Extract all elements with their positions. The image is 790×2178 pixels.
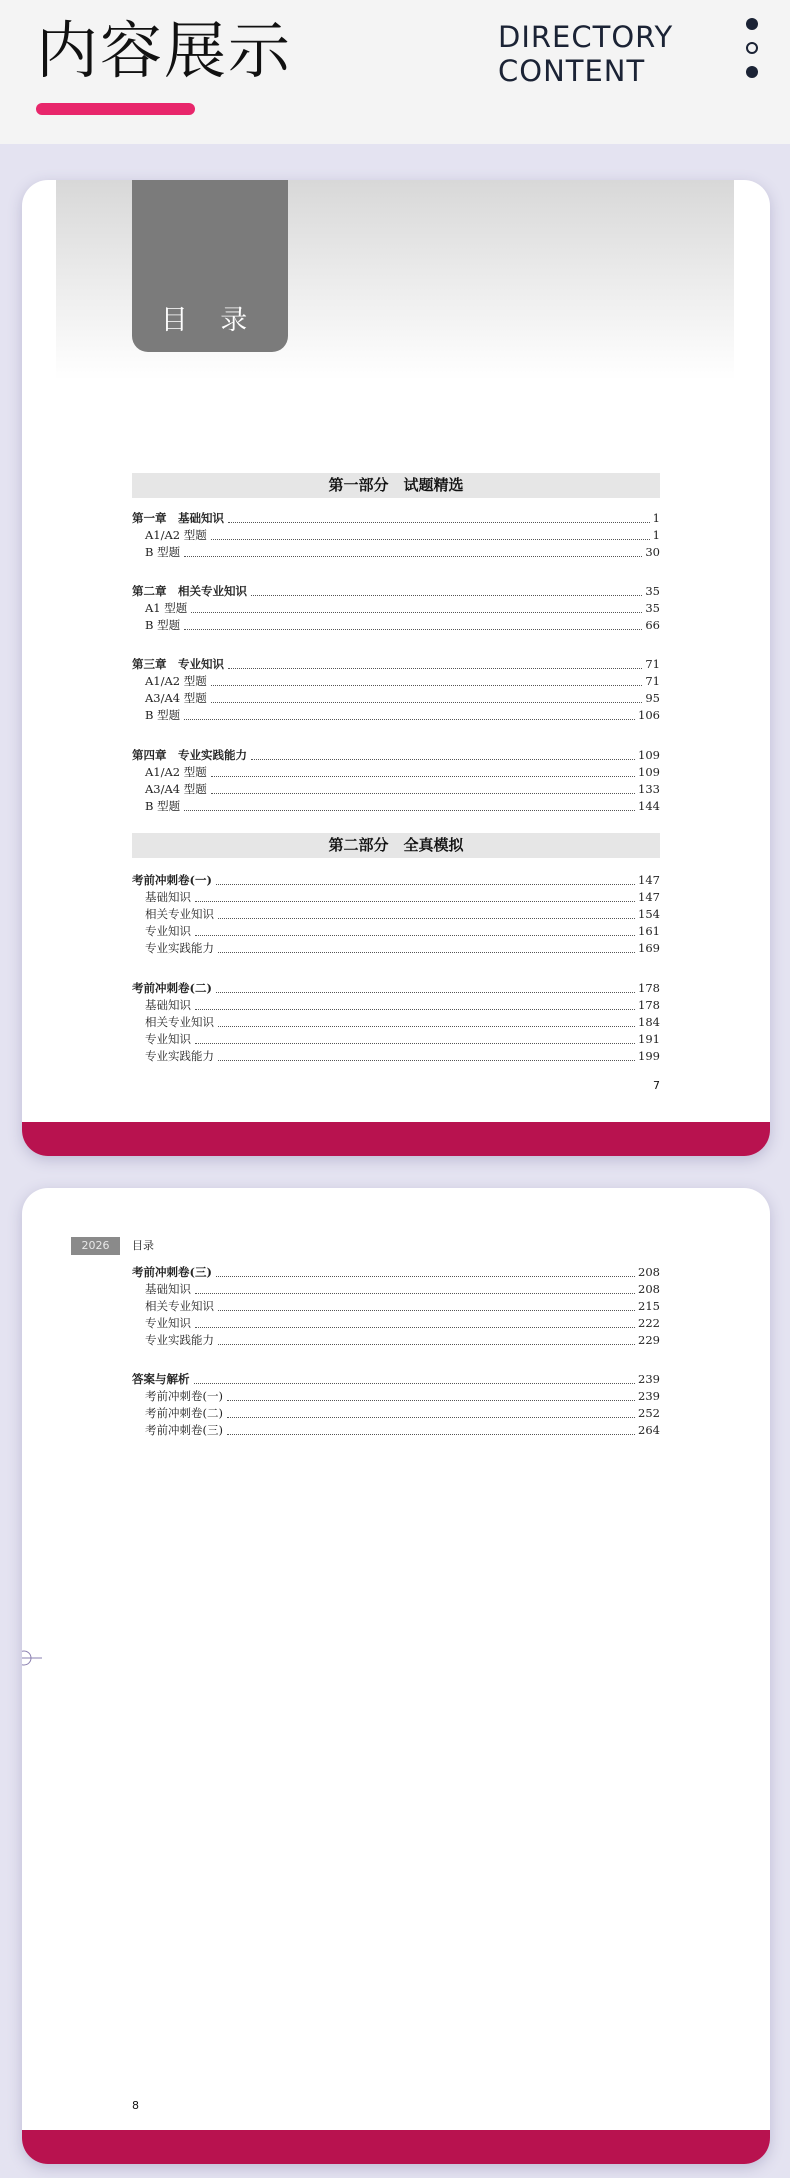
toc-sub-entry [145,544,660,561]
header-en-line1: DIRECTORY [498,20,674,54]
toc-entry-title: 考前冲刺卷(一) [132,873,212,887]
toc-entry-title: A3/A4 型题 [145,782,207,796]
toc-entry-title: 专业知识 [145,1032,191,1046]
toc-leader-dots [218,951,635,953]
toc-chapter-entry [132,510,660,527]
toc-sub-entry [145,1281,660,1298]
toc-entry-page: 95 [645,691,660,705]
toc-entry-page: 222 [638,1316,660,1330]
toc-entry-title: 专业知识 [145,924,191,938]
toc-entry-title: B 型题 [145,708,181,722]
toc-sub-entry [145,1388,660,1405]
toc-leader-dots [211,775,635,777]
toc-chapter-entry [132,747,660,764]
toc-leader-dots [218,917,635,919]
toc-sub-entry [145,707,660,724]
toc-entry-page: 239 [638,1372,660,1386]
toc-sub-entry [145,906,660,923]
crosshair-icon [22,1648,42,1668]
section-header-part1: 第一部分 试题精选 [132,473,660,498]
toc-entry-title: 相关专业知识 [145,1015,214,1029]
toc-entry-page: 1 [652,528,660,542]
toc-chapter-entry [132,1371,660,1388]
toc-entry-title: B 型题 [145,545,181,559]
toc-page-1 [22,180,770,1156]
toc-entry-page: 144 [638,799,660,813]
toc-entry-page: 191 [638,1032,660,1046]
toc-sub-entry [145,1031,660,1048]
toc-leader-dots [184,809,635,811]
toc-leader-dots [195,934,635,936]
page-number: 7 [653,1079,660,1092]
header-en-line2: CONTENT [498,54,646,88]
toc-entry-page: 109 [638,765,660,779]
toc-entry-page: 106 [638,708,660,722]
toc-entry-page: 178 [638,998,660,1012]
toc-entry-title: 考前冲刺卷(三) [145,1423,223,1437]
toc-sub-entry [145,617,660,634]
toc-chapter-entry [132,583,660,600]
toc-leader-dots [218,1309,635,1311]
toc-sub-entry [145,527,660,544]
toc-entry-page: 147 [638,890,660,904]
dot-filled-icon [746,66,758,78]
toc-entry-title: 专业实践能力 [145,941,214,955]
header-title: 内容展示 [36,14,293,87]
toc-leader-dots [218,1025,635,1027]
toc-sub-entry [145,1014,660,1031]
toc-entry-title: 第一章 基础知识 [132,511,224,525]
toc-tab-label: 目 录 [160,305,260,336]
toc-leader-dots [251,594,642,596]
toc-sub-entry [145,1048,660,1065]
toc-entry-title: A1/A2 型题 [145,765,207,779]
toc-entry-title: 第三章 专业知识 [132,657,224,671]
card-footer-bar [22,1122,770,1156]
toc-entry-page: 154 [638,907,660,921]
toc-entry-page: 30 [645,545,660,559]
toc-sub-entry [145,781,660,798]
toc-page-2 [22,1188,770,2164]
card-footer-bar [22,2130,770,2164]
toc-leader-dots [228,667,642,669]
toc-entry-title: 考前冲刺卷(二) [145,1406,223,1420]
toc-leader-dots [195,900,635,902]
toc-chapter-entry [132,872,660,889]
toc-entry-page: 252 [638,1406,660,1420]
toc-entry-title: A3/A4 型题 [145,691,207,705]
toc-sub-entry [145,1315,660,1332]
dot-hollow-icon [746,42,758,54]
toc-leader-dots [251,758,635,760]
toc-entry-page: 208 [638,1265,660,1279]
header [0,0,790,144]
toc-entry-page: 71 [645,657,660,671]
toc-entry-title: 第四章 专业实践能力 [132,748,247,762]
toc-entry-page: 35 [645,584,660,598]
toc-chapter-entry [132,980,660,997]
toc-entry-title: 第二章 相关专业知识 [132,584,247,598]
toc-entry-title: A1/A2 型题 [145,528,207,542]
header-english-title [498,20,673,88]
page-number: 8 [132,2099,139,2112]
toc-entry-title: A1/A2 型题 [145,674,207,688]
toc-entry-title: 答案与解析 [132,1372,190,1386]
toc-sub-entry [145,1422,660,1439]
toc-entry-page: 109 [638,748,660,762]
toc-entry-page: 35 [645,601,660,615]
toc-chapter-entry [132,656,660,673]
header-accent-bar [36,103,195,115]
toc-leader-dots [184,555,642,557]
toc-entry-title: A1 型题 [145,601,188,615]
toc-entry-title: 基础知识 [145,890,191,904]
toc-entry-title: B 型题 [145,799,181,813]
toc-leader-dots [216,991,635,993]
toc-leader-dots [211,684,643,686]
toc-leader-dots [211,701,643,703]
toc-entry-title: 考前冲刺卷(一) [145,1389,223,1403]
toc-entry-page: 161 [638,924,660,938]
dots-icon [746,18,760,90]
toc-entry-page: 1 [652,511,660,525]
toc-entry-page: 169 [638,941,660,955]
toc-entry-title: 专业知识 [145,1316,191,1330]
toc-entry-page: 178 [638,981,660,995]
toc-leader-dots [195,1292,635,1294]
toc-sub-entry [145,1332,660,1349]
toc-entry-page: 71 [645,674,660,688]
toc-leader-dots [227,1399,635,1401]
toc-entry-page: 184 [638,1015,660,1029]
toc-leader-dots [218,1059,635,1061]
toc-entry-page: 215 [638,1299,660,1313]
toc-leader-dots [216,883,635,885]
toc-leader-dots [227,1416,635,1418]
toc-sub-entry [145,600,660,617]
toc-leader-dots [191,611,642,613]
toc-leader-dots [227,1433,635,1435]
running-header-year: 2026 [71,1237,120,1255]
toc-entry-title: 基础知识 [145,998,191,1012]
toc-entry-page: 133 [638,782,660,796]
toc-leader-dots [218,1343,635,1345]
toc-sub-entry [145,940,660,957]
toc-sub-entry [145,923,660,940]
toc-entry-page: 264 [638,1423,660,1437]
toc-entry-title: 考前冲刺卷(三) [132,1265,212,1279]
toc-entry-title: B 型题 [145,618,181,632]
toc-tab [132,180,288,352]
toc-sub-entry [145,997,660,1014]
toc-leader-dots [184,628,642,630]
toc-entry-title: 相关专业知识 [145,907,214,921]
toc-leader-dots [195,1326,635,1328]
section-header-part2: 第二部分 全真模拟 [132,833,660,858]
toc-entry-page: 66 [645,618,660,632]
toc-entry-title: 专业实践能力 [145,1333,214,1347]
toc-entry-page: 147 [638,873,660,887]
dot-filled-icon [746,18,758,30]
toc-sub-entry [145,764,660,781]
toc-entry-page: 199 [638,1049,660,1063]
toc-leader-dots [216,1275,635,1277]
toc-sub-entry [145,889,660,906]
toc-sub-entry [145,1298,660,1315]
toc-entry-title: 专业实践能力 [145,1049,214,1063]
toc-entry-title: 考前冲刺卷(二) [132,981,212,995]
toc-entry-title: 相关专业知识 [145,1299,214,1313]
toc-chapter-entry [132,1264,660,1281]
toc-entry-page: 229 [638,1333,660,1347]
toc-leader-dots [228,521,650,523]
toc-entry-page: 208 [638,1282,660,1296]
toc-sub-entry [145,1405,660,1422]
toc-sub-entry [145,690,660,707]
toc-entry-title: 基础知识 [145,1282,191,1296]
toc-sub-entry [145,673,660,690]
toc-leader-dots [184,718,635,720]
toc-leader-dots [194,1382,636,1384]
toc-leader-dots [211,792,635,794]
toc-leader-dots [195,1008,635,1010]
running-header-title: 目录 [132,1239,154,1252]
toc-sub-entry [145,798,660,815]
toc-entry-page: 239 [638,1389,660,1403]
toc-leader-dots [211,538,650,540]
toc-leader-dots [195,1042,635,1044]
